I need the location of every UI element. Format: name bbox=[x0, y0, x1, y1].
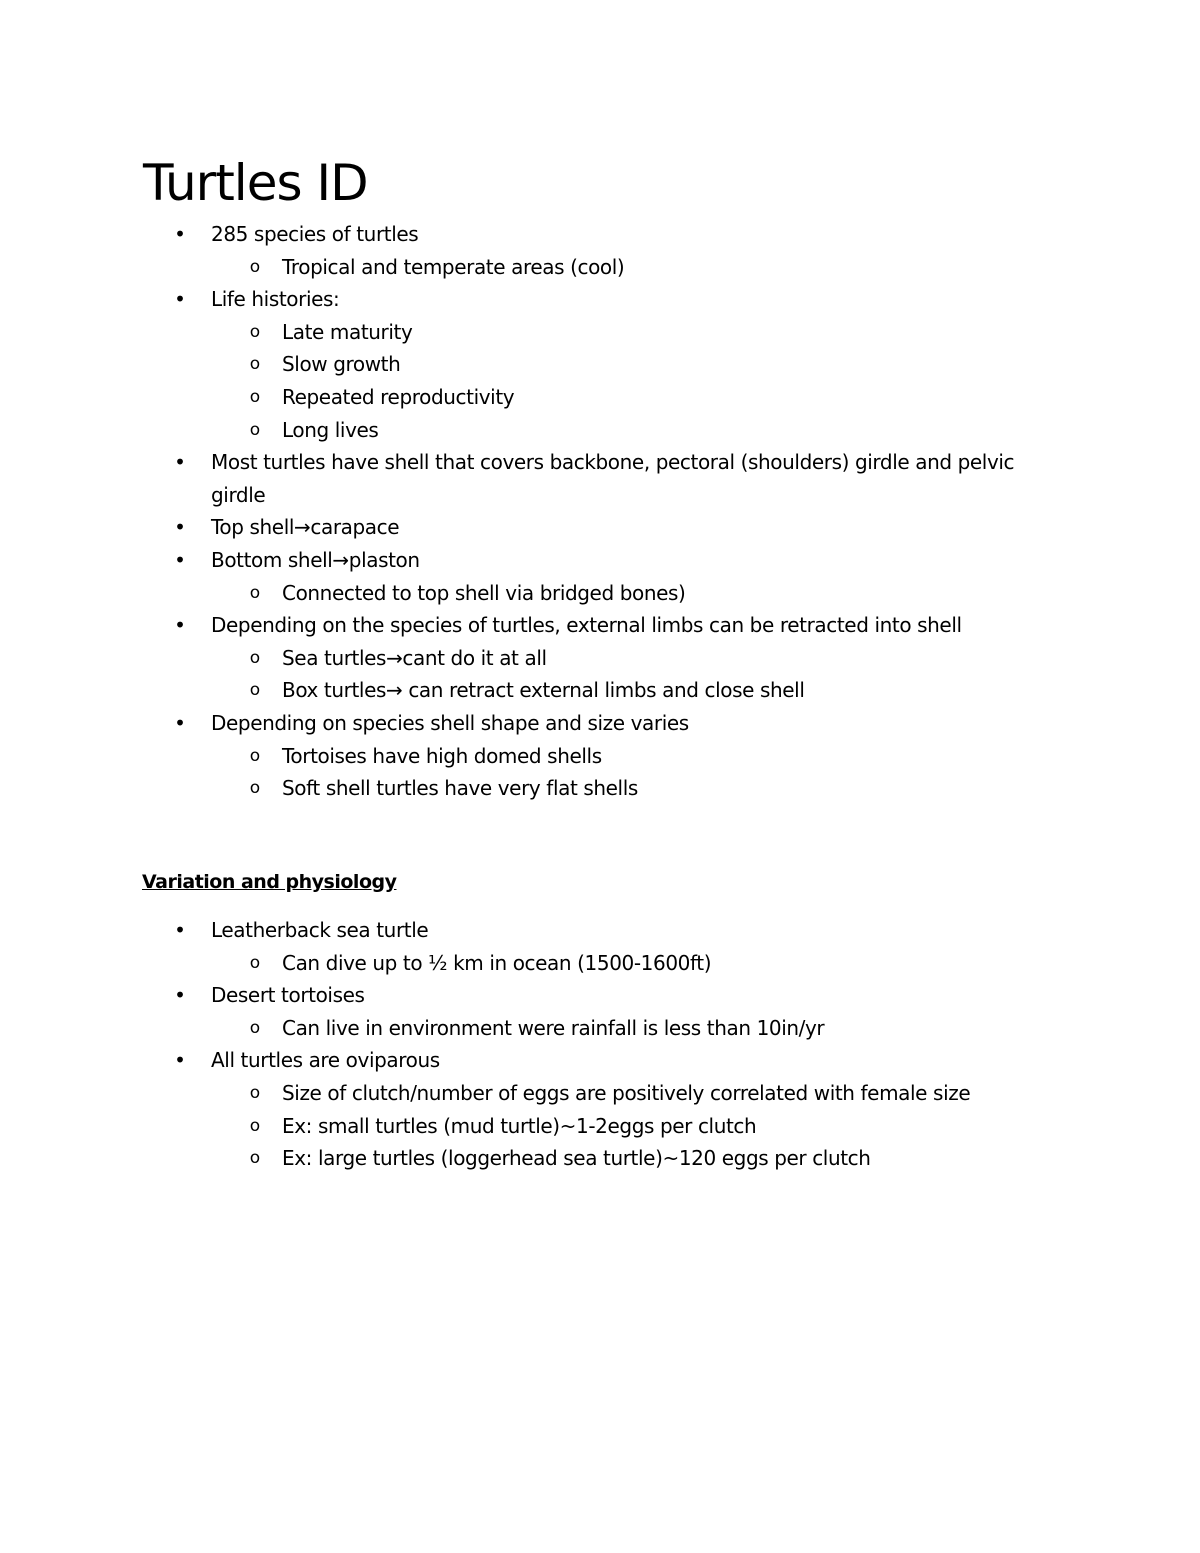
section-heading-variation-physiology: Variation and physiology bbox=[142, 871, 397, 893]
sub-bullet-marker: o bbox=[249, 321, 261, 342]
sub-bullet-marker: o bbox=[249, 745, 261, 766]
list-item: Bottom shell→plaston bbox=[211, 548, 420, 572]
sub-list-item: Ex: large turtles (loggerhead sea turtle)~120 eggs per clutch bbox=[282, 1146, 871, 1171]
sub-list-item: Slow growth bbox=[282, 352, 401, 377]
sub-bullet-marker: o bbox=[249, 387, 261, 407]
sub-list-item: Long lives bbox=[282, 417, 379, 442]
bullet-marker: • bbox=[174, 613, 186, 638]
list-item: Depending on the species of turtles, external limbs can be retracted into shell bbox=[211, 613, 962, 638]
sub-bullet-marker: o bbox=[249, 1115, 261, 1136]
sub-bullet-marker: o bbox=[249, 952, 261, 973]
list-item: Most turtles have shell that covers backbone, pectoral (shoulders) girdle and pelvic bbox=[211, 450, 1015, 475]
sub-list-item: Ex: small turtles (mud turtle)~1-2eggs per clutch bbox=[282, 1113, 757, 1138]
sub-bullet-marker: o bbox=[249, 354, 261, 375]
sub-list-item: Late maturity bbox=[282, 319, 413, 344]
sub-list-item: Tortoises have high domed shells bbox=[282, 743, 602, 768]
document-title: Turtles ID bbox=[143, 154, 368, 212]
list-item: Top shell→carapace bbox=[211, 515, 400, 540]
bullet-marker: • bbox=[174, 983, 186, 1008]
bullet-marker: • bbox=[174, 548, 186, 572]
sub-list-item: Size of clutch/number of eggs are positively correlated with female size bbox=[282, 1081, 971, 1105]
bullet-marker: • bbox=[174, 287, 186, 312]
sub-list-item: Soft shell turtles have very flat shells bbox=[282, 776, 638, 801]
sub-list-item: Can dive up to ½ km in ocean (1500-1600ft) bbox=[282, 950, 712, 975]
sub-bullet-marker: o bbox=[249, 419, 261, 440]
bullet-marker: • bbox=[174, 711, 186, 735]
list-item: 285 species of turtles bbox=[211, 222, 419, 246]
list-item: All turtles are oviparous bbox=[211, 1048, 440, 1073]
sub-bullet-marker: o bbox=[249, 582, 261, 603]
bullet-marker: • bbox=[174, 1048, 186, 1073]
sub-bullet-marker: o bbox=[249, 778, 261, 799]
sub-bullet-marker: o bbox=[249, 680, 261, 701]
sub-bullet-marker: o bbox=[249, 256, 261, 277]
sub-list-item: Tropical and temperate areas (cool) bbox=[282, 254, 625, 279]
sub-bullet-marker: o bbox=[249, 647, 261, 668]
list-item: Depending on species shell shape and size varies bbox=[211, 711, 689, 735]
bullet-marker: • bbox=[174, 450, 186, 475]
sub-bullet-marker: o bbox=[249, 1083, 261, 1103]
sub-list-item: Connected to top shell via bridged bones) bbox=[282, 580, 686, 605]
sub-list-item: Can live in environment were rainfall is less than 10in/yr bbox=[282, 1015, 825, 1040]
bullet-marker: • bbox=[174, 515, 186, 540]
list-item: girdle bbox=[211, 482, 266, 507]
sub-list-item: Repeated reproductivity bbox=[282, 385, 515, 409]
list-item: Leatherback sea turtle bbox=[211, 918, 429, 942]
sub-bullet-marker: o bbox=[249, 1148, 261, 1169]
list-item: Life histories: bbox=[211, 287, 340, 312]
sub-list-item: Box turtles→ can retract external limbs and close shell bbox=[282, 678, 805, 703]
list-item: Desert tortoises bbox=[211, 983, 365, 1008]
sub-bullet-marker: o bbox=[249, 1017, 261, 1038]
sub-list-item: Sea turtles→cant do it at all bbox=[282, 645, 547, 670]
bullet-marker: • bbox=[174, 222, 186, 246]
bullet-marker: • bbox=[174, 918, 186, 942]
